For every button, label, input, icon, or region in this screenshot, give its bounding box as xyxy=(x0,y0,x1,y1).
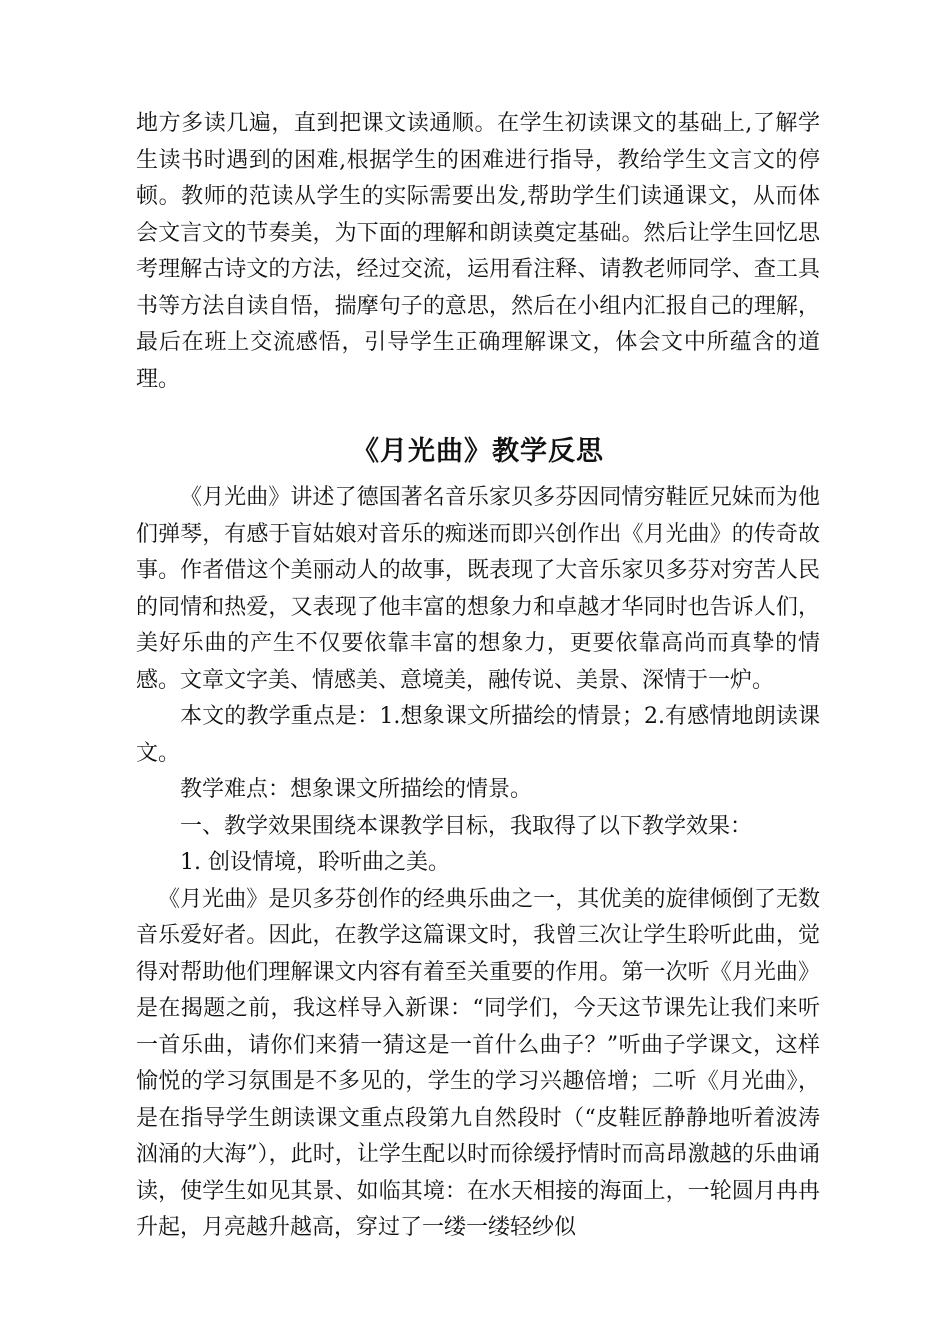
intro-paragraph: 地方多读几遍，直到把课文读通顺。在学生初读课文的基础上,了解学生读书时遇到的困难,根据学生的困难进行指导，教给学生文言文的停顿。教师的范读从学生的实际需要出发,帮助学生们读通课文，从而体会文言文的节奏美，为下面的理解和朗读奠定基础。然后让学生回忆思考理解古诗文的方法，经过交流，运用看注释、请教老师同学、查工具书等方法自读自悟，揣摩句子的意思，然后在小组内汇报自己的理解，最后在班上交流感悟，引导学生正确理解课文，体会文中所蕴含的道理。 xyxy=(136,111,820,392)
body-paragraph-difficulty: 教学难点：想象课文所描绘的情景。 xyxy=(180,777,533,802)
body-paragraph-effects-heading: 一、教学效果围绕本课教学目标，我取得了以下教学效果： xyxy=(180,813,753,839)
document-page xyxy=(136,106,820,1247)
body-paragraph-key-points: 本文的教学重点是：1.想象课文所描绘的情景；2.有感情地朗读课文。 xyxy=(136,704,820,766)
section-title: 《月光曲》教学反思 xyxy=(352,436,604,467)
body-paragraph-listening: 《月光曲》是贝多芬创作的经典乐曲之一，其优美的旋律倾倒了无数音乐爱好者。因此，在教学这篇课文时，我曾三次让学生聆听此曲，觉得对帮助他们理解课文内容有着至关重要的作用。第一次听《月光曲》是在揭题之前，我这样导入新课：“同学们，今天这节课先让我们来听一首乐曲，请你们来猜一猜这是一首什么曲子？”听曲子学课文，这样愉悦的学习氛围是不多见的，学生的学习兴趣倍增；二听《月光曲》，是在指导学生朗读课文重点段第九自然段时（“皮鞋匠静静地听着波涛汹涌的大海”），此时，让学生配以时而徐缓抒情时而高昂激越的乐曲诵读，使学生如见其景、如临其境：在水天相接的海面上，一轮圆月冉冉升起，月亮越升越高，穿过了一缕一缕轻纱似 xyxy=(136,886,820,1240)
body-paragraph-summary: 《月光曲》讲述了德国著名音乐家贝多芬因同情穷鞋匠兄妹而为他们弹琴，有感于盲姑娘对音乐的痴迷而即兴创作出《月光曲》的传奇故事。作者借这个美丽动人的故事，既表现了大音乐家贝多芬对穷苦人民的同情和热爱，又表现了他丰富的想象力和卓越才华同时也告诉人们，美好乐曲的产生不仅要依靠丰富的想象力，更要依靠高尚而真挚的情感。文章文字美、情感美、意境美，融传说、美景、深情于一炉。 xyxy=(136,485,820,693)
body-paragraph-subheading: 1. 创设情境，聆听曲之美。 xyxy=(180,850,450,875)
